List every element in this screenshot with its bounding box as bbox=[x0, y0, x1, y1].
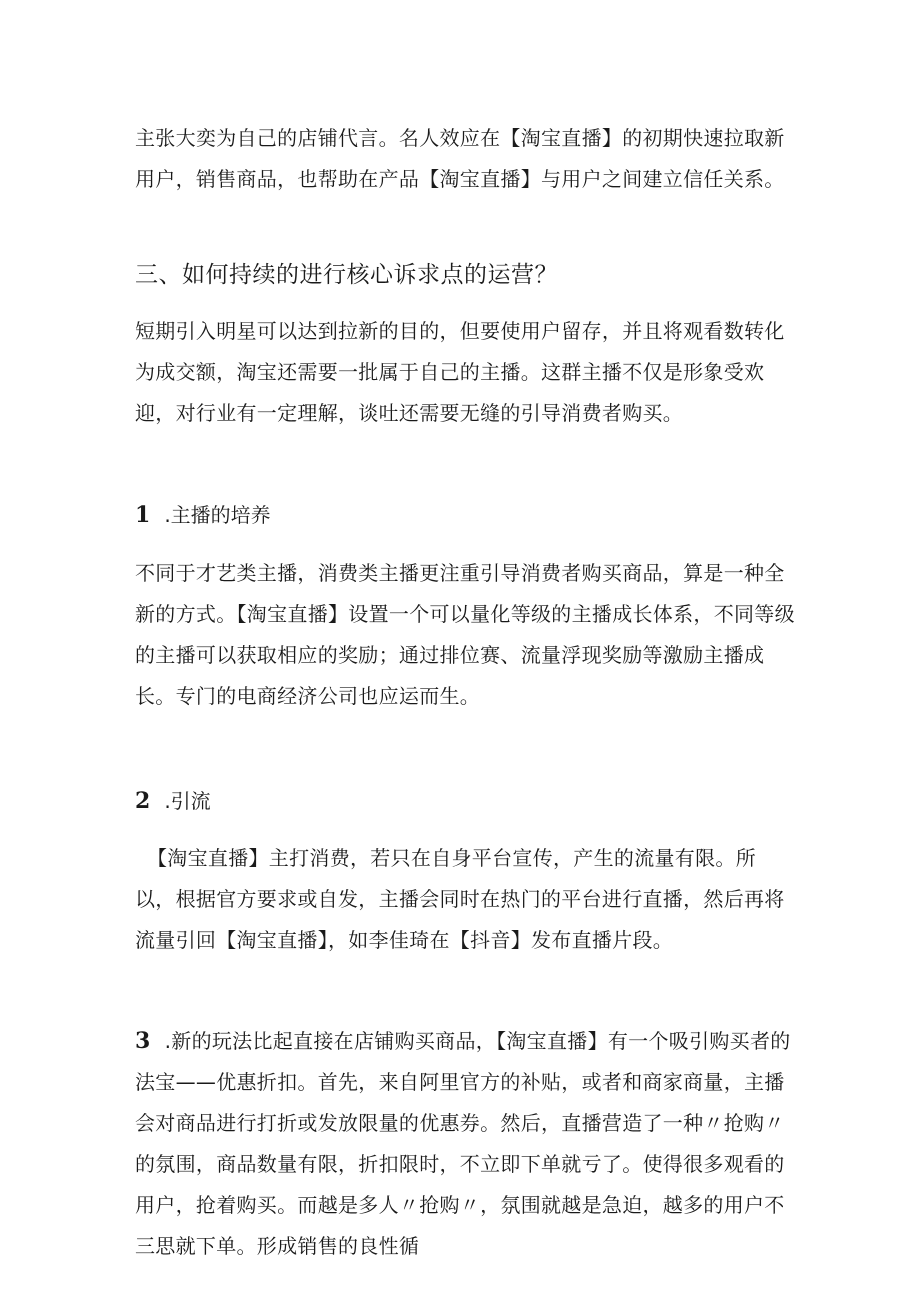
item-1-heading bbox=[135, 495, 795, 536]
section-body-paragraph: 短期引入明星可以达到拉新的目的，但要使用户留存，并且将观看数转化为成交额，淘宝还需要一批属于自己的主播。这群主播不仅是形象受欢迎，对行业有一定理解，谈吐还需要无缝的引导消费者购买。 bbox=[135, 319, 785, 425]
item-1-paragraph: 不同于才艺类主播，消费类主播更注重引导消费者购买商品，算是一种全新的方式。【淘宝直播】设置一个可以量化等级的主播成长体系，不同等级的主播可以获取相应的奖励；通过排位赛、流量浮现奖励等激励主播成长。专门的电商经济公司也应运而生。 bbox=[135, 561, 795, 708]
item-1-number: 1 bbox=[135, 502, 151, 528]
item-3-text: .新的玩法比起直接在店铺购买商品，【淘宝直播】有一个吸引购买者的法宝——优惠折扣。首先，来自阿里官方的补贴，或者和商家商量，主播会对商品进行打折或发放限量的优惠券。然后，直播营造了一种〃抢购〃的氛围，商品数量有限，折扣限时，不立即下单就亏了。使得很多观看的用户，抢着购买。而越是多人〃抢购〃，氛围就越是急迫，越多的用户不三思就下单。形成销售的良性循 bbox=[135, 1029, 791, 1258]
section-heading: 三、如何持续的进行核心诉求点的运营？ bbox=[135, 262, 558, 288]
item-2-number: 2 bbox=[135, 788, 151, 814]
item-1-title: .主播的培养 bbox=[164, 503, 271, 527]
item-2-heading bbox=[135, 781, 795, 822]
item-3-paragraph bbox=[135, 1021, 795, 1267]
intro-paragraph: 主张大奕为自己的店铺代言。名人效应在【淘宝直播】的初期快速拉取新用户，销售商品，也帮助在产品【淘宝直播】与用户之间建立信任关系。 bbox=[135, 126, 785, 191]
item-2-title: .引流 bbox=[164, 789, 211, 813]
item-2-paragraph: 【淘宝直播】主打消费，若只在自身平台宣传，产生的流量有限。所以，根据官方要求或自发，主播会同时在热门的平台进行直播，然后再将流量引回【淘宝直播】，如李佳琦在【抖音】发布直播片段。 bbox=[135, 846, 785, 952]
item-3-number: 3 bbox=[135, 1028, 151, 1054]
